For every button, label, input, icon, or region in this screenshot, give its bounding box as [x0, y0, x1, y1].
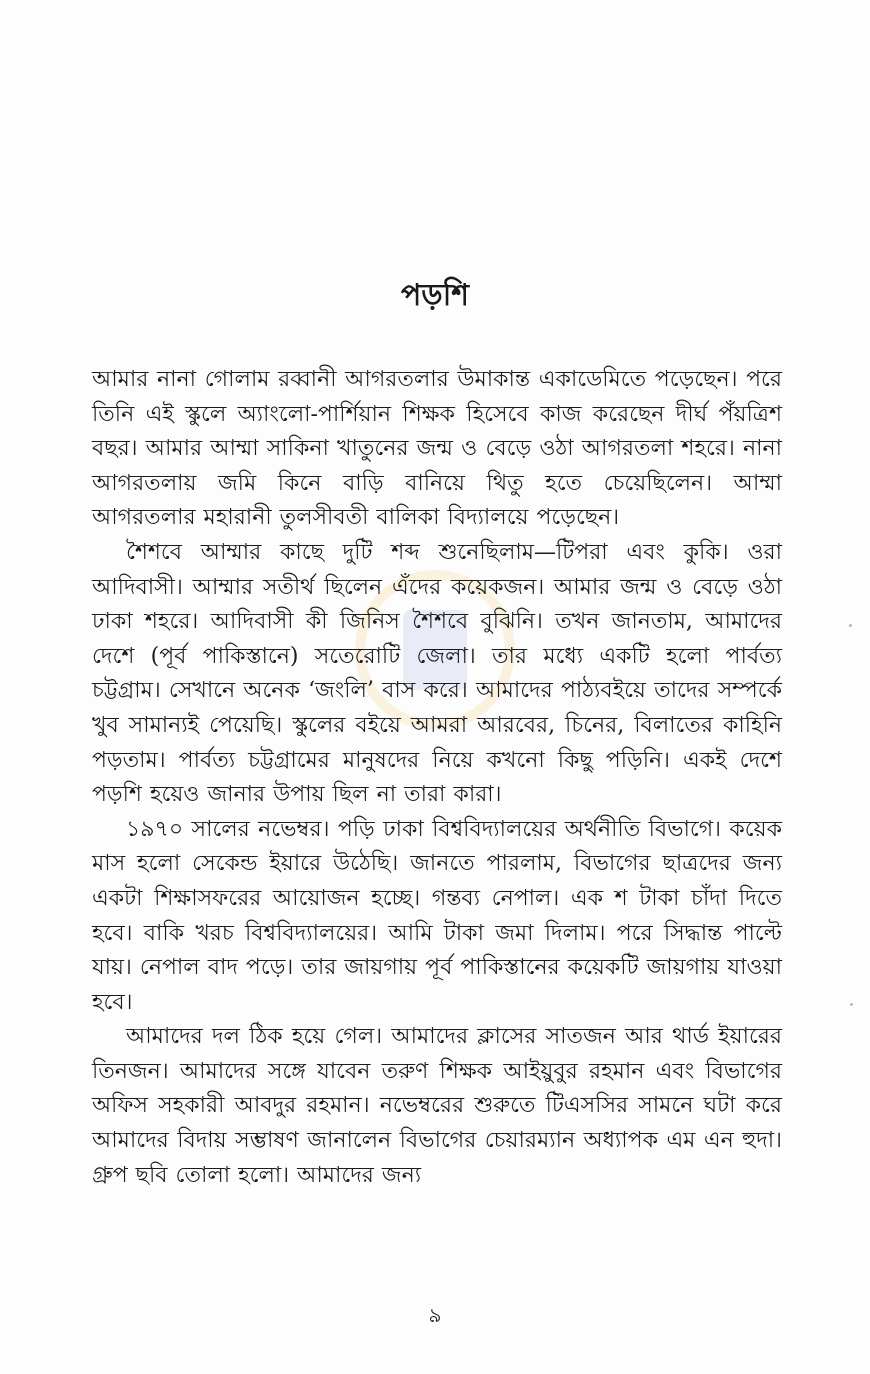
paragraph-1: আমার নানা গোলাম রব্বানী আগরতলার উমাকান্ত একাডেমিতে পড়েছেন। পরে তিনি এই স্কুলে অ্যাংলো-পার্শিয়ান শিক্ষক হিসেবে কাজ করেছেন দীর্ঘ পঁয়ত্রিশ বছর। আমার আম্মা সাকিনা খাতুনের জন্ম ও বেড়ে ওঠা আগরতলা শহরে। নানা আগরতলায় জমি কিনে বাড়ি বানিয়ে থিতু হতে চেয়েছিলেন। আম্মা আগরতলার মহারানী তুলসীবতী বালিকা বিদ্যালয়ে পড়েছেন।	[92, 367, 782, 531]
paragraph-4: আমাদের দল ঠিক হয়ে গেল। আমাদের ক্লাসের সাতজন আর থার্ড ইয়ারের তিনজন। আমাদের সঙ্গে যাবেন তরুণ শিক্ষক আইয়ুবুর রহমান এবং বিভাগের অফিস সহকারী আবদুর রহমান। নভেম্বরের শুরুতে টিএসসির সামনে ঘটা করে আমাদের বিদায় সম্ভাষণ জানালেন বিভাগের চেয়ারম্যান অধ্যাপক এম এন হুদা। গ্রুপ ছবি তোলা হলো। আমাদের জন্য	[92, 1024, 782, 1188]
page-number: ৯	[428, 1303, 442, 1327]
paragraph-2: শৈশবে আম্মার কাছে দুটি শব্দ শুনেছিলাম—টিপরা এবং কুকি। ওরা আদিবাসী। আম্মার সতীর্থ ছিলেন এঁদের কয়েকজন। আমার জন্ম ও বেড়ে ওঠা ঢাকা শহরে। আদিবাসী কী জিনিস শৈশবে বুঝিনি। তখন জানতাম, আমাদের দেশে (পূর্ব পাকিস্তানে) সতেরোটি জেলা। তার মধ্যে একটি হলো পার্বত্য চট্টগ্রাম। সেখানে অনেক ‘জংলি’ বাস করে। আমাদের পাঠ্যবইয়ে তাদের সম্পর্কে খুব সামান্যই পেয়েছি। স্কুলের বইয়ে আমরা আরবের, চিনের, বিলাতের কাহিনি পড়তাম। পার্বত্য চট্টগ্রামের মানুষদের নিয়ে কখনো কিছু পড়িনি। একই দেশে পড়শি হয়েও জানার উপায় ছিল না তারা কারা।	[92, 539, 782, 808]
margin-speck	[850, 1003, 853, 1006]
paragraph-3: ১৯৭০ সালের নভেম্বর। পড়ি ঢাকা বিশ্ববিদ্যালয়ের অর্থনীতি বিভাগে। কয়েক মাস হলো সেকেন্ড ইয়ারে উঠেছি। জানতে পারলাম, বিভাগের ছাত্রদের জন্য একটা শিক্ষাসফরের আয়োজন হচ্ছে। গন্তব্য নেপাল। এক শ টাকা চাঁদা দিতে হবে। বাকি খরচ বিশ্ববিদ্যালয়ের। আমি টাকা জমা দিলাম। পরে সিদ্ধান্ত পাল্টে যায়। নেপাল বাদ পড়ে। তার জায়গায় পূর্ব পাকিস্তানের কয়েকটি জায়গায় যাওয়া হবে।	[92, 816, 782, 1015]
chapter-title: পড়শি	[400, 278, 470, 314]
chapter-body	[92, 363, 782, 1193]
margin-speck	[849, 624, 852, 627]
